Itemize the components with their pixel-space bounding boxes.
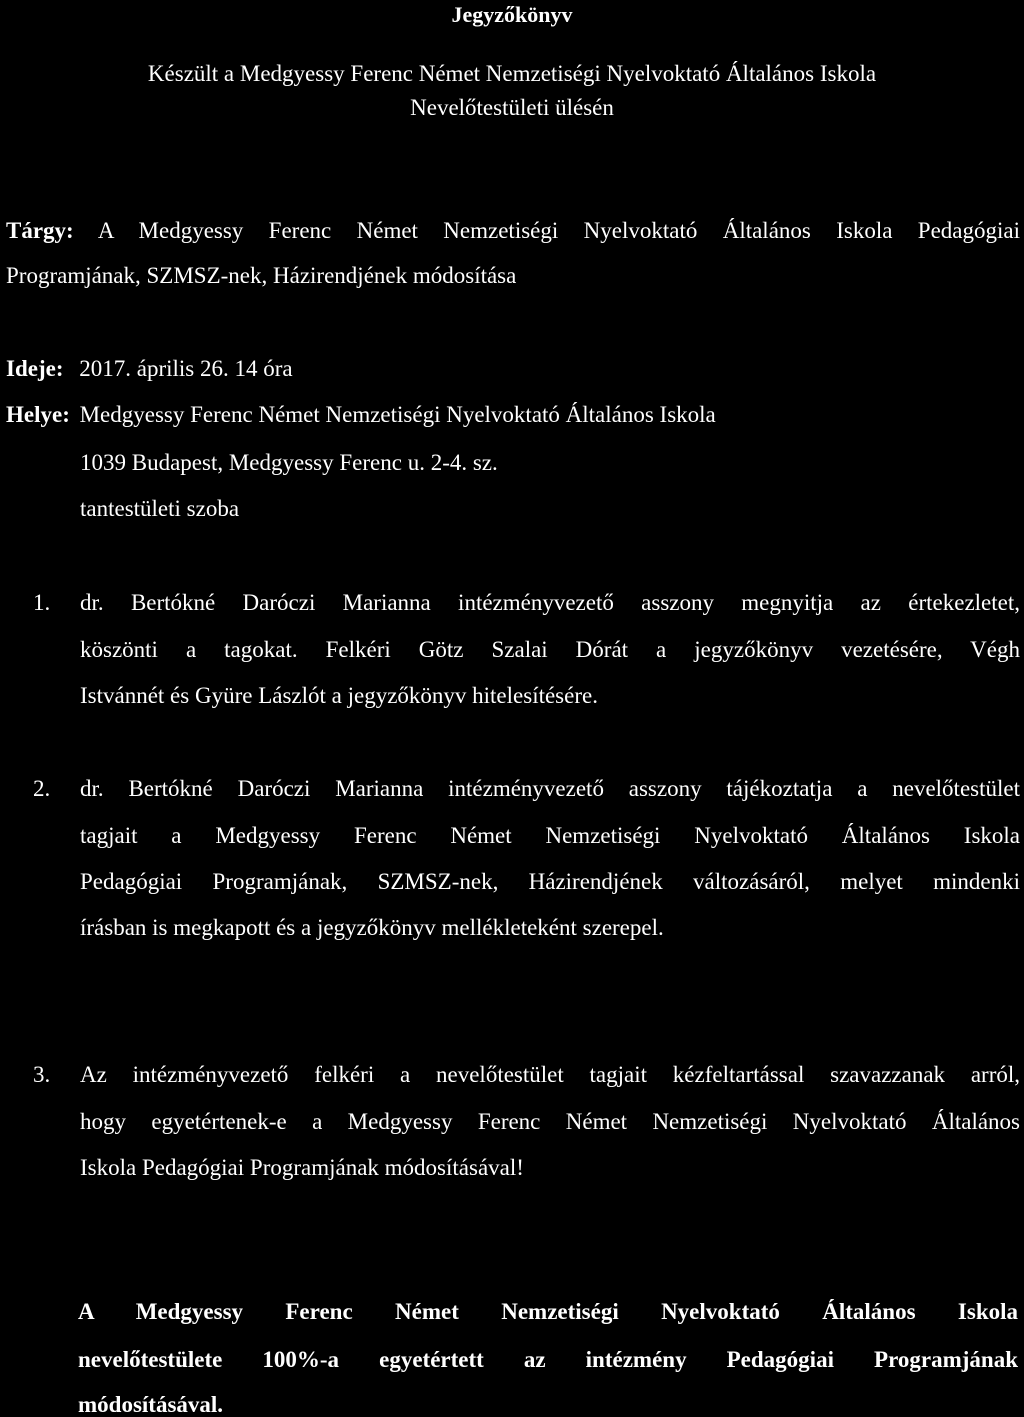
subject-line1 xyxy=(6,219,1020,242)
item-2-line3: Pedagógiai Programjának, SZMSZ-nek, Házirendjének változásáról, melyet mindenki xyxy=(80,869,1020,894)
item-3-line1: Az intézményvezető felkéri a nevelőtestület tagjait kézfeltartással szavazzanak arról, xyxy=(80,1062,1020,1087)
item-1-line1: dr. Bertókné Daróczi Marianna intézményvezető asszony megnyitja az értekezletet, xyxy=(80,590,1020,615)
item-2-line4: írásban is megkapott és a jegyzőkönyv mellékleteként szerepel. xyxy=(80,915,664,940)
item-3-number: 3. xyxy=(33,1062,51,1087)
place-line1: Medgyessy Ferenc Német Nemzetiségi Nyelvoktató Általános Iskola xyxy=(79,402,716,427)
item-1-line2: köszönti a tagokat. Felkéri Götz Szalai Dórát a jegyzőkönyv vezetésére, Végh xyxy=(80,637,1020,662)
item-2-number: 2. xyxy=(33,776,51,801)
item-2-line1: dr. Bertókné Daróczi Marianna intézményvezető asszony tájékoztatja a nevelőtestület xyxy=(80,776,1020,801)
result-line1: A Medgyessy Ferenc Német Nemzetiségi Nyelvoktató Általános Iskola xyxy=(78,1299,1018,1324)
date-label: Ideje: xyxy=(6,356,64,381)
place-line3: tantestületi szoba xyxy=(80,496,240,521)
date-row xyxy=(6,357,293,380)
date-value: 2017. április 26. 14 óra xyxy=(79,356,293,381)
document-title: Jegyzőkönyv xyxy=(451,2,573,27)
item-3-line2: hogy egyetértenek-e a Medgyessy Ferenc Német Nemzetiségi Nyelvoktató Általános xyxy=(80,1109,1020,1134)
result-line2: nevelőtestülete 100%-a egyetértett az intézmény Pedagógiai Programjának xyxy=(78,1347,1018,1372)
place-line2: 1039 Budapest, Medgyessy Ferenc u. 2-4. sz. xyxy=(80,450,498,475)
document-subtitle-line2: Nevelőtestületi ülésén xyxy=(410,95,614,120)
subject-label: Tárgy: xyxy=(6,218,74,243)
item-1-line3: Istvánnét és Gyüre Lászlót a jegyzőkönyv hitelesítésére. xyxy=(80,683,598,708)
subject-text-line1: A Medgyessy Ferenc Német Nemzetiségi Nyelvoktató Általános Iskola Pedagógiai xyxy=(97,218,1020,243)
item-3-line3: Iskola Pedagógiai Programjának módosításával! xyxy=(80,1155,524,1180)
item-1-number: 1. xyxy=(33,590,51,615)
place-label: Helye: xyxy=(6,402,70,427)
item-2-line2: tagjait a Medgyessy Ferenc Német Nemzetiségi Nyelvoktató Általános Iskola xyxy=(80,823,1020,848)
result-line3: módosításával. xyxy=(78,1392,224,1417)
place-row xyxy=(6,403,716,426)
subject-text-line2: Programjának, SZMSZ-nek, Házirendjének módosítása xyxy=(6,263,517,288)
document-subtitle-line1: Készült a Medgyessy Ferenc Német Nemzetiségi Nyelvoktató Általános Iskola xyxy=(147,61,877,86)
